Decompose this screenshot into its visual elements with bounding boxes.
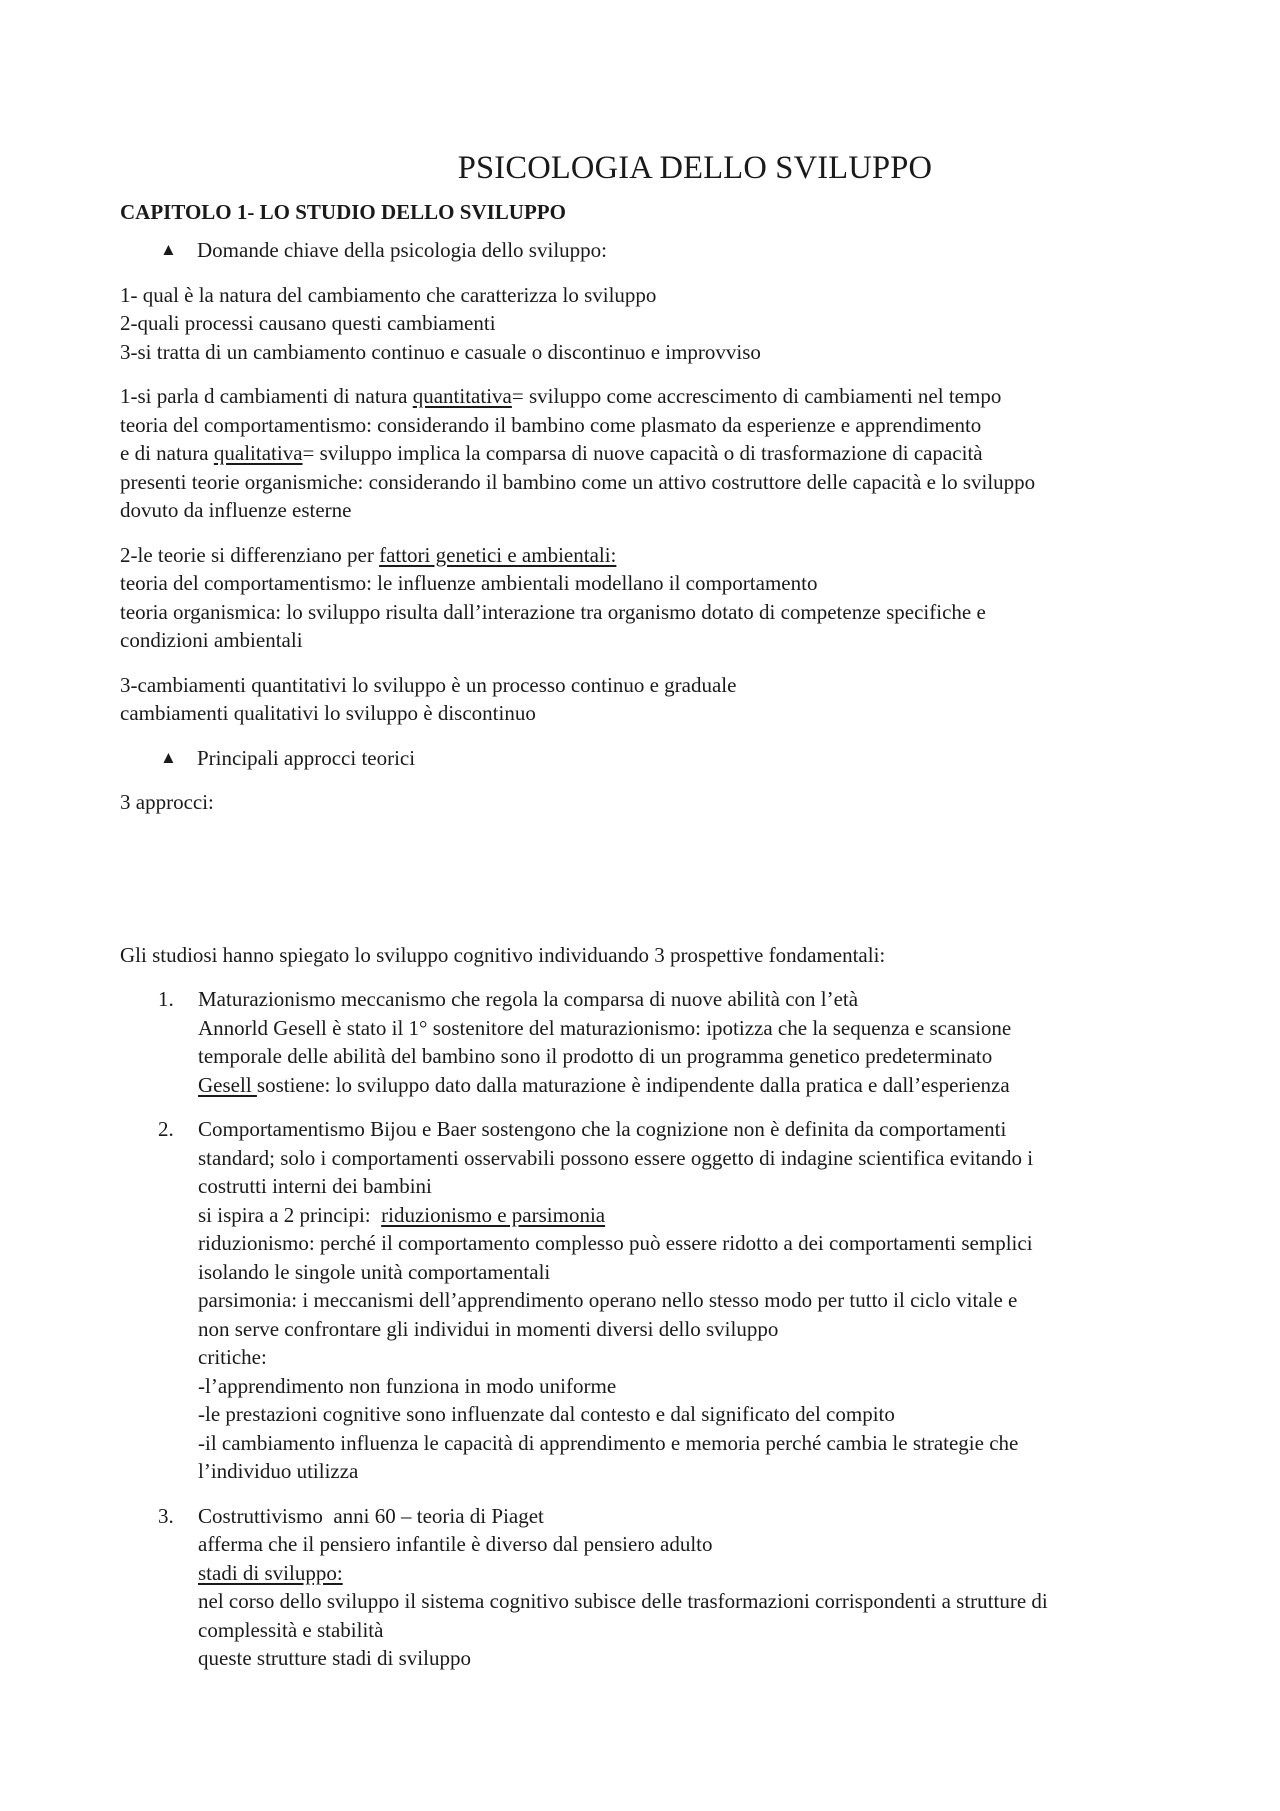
intro-paragraph: Gli studiosi hanno spiegato lo sviluppo cognitivo individuando 3 prospettive fondamentali:: [120, 942, 886, 967]
text-line: queste strutture stadi di sviluppo: [198, 1646, 471, 1670]
bullet-approaches: [120, 744, 1170, 773]
text-line: teoria del comportamentismo: considerando il bambino come plasmato da esperienze e apprendimento: [120, 412, 982, 437]
text-line: Comportamentismo Bijou e Baer sostengono che la cognizione non è definita da comportamenti: [198, 1117, 1007, 1141]
question-line: 2-quali processi causano questi cambiamenti: [120, 311, 496, 335]
text-line: Annorld Gesell è stato il 1° sostenitore del maturazionismo: ipotizza che la sequenza e scansione: [198, 1015, 1012, 1040]
list-item: [120, 985, 1170, 1099]
question-line: 3-si tratta di un cambiamento continuo e casuale o discontinuo e improvviso: [120, 339, 761, 364]
text-span: 1-si parla d cambiamenti di natura: [120, 384, 413, 408]
text-line: afferma che il pensiero infantile è diverso dal pensiero adulto: [198, 1532, 713, 1556]
text-line: -le prestazioni cognitive sono influenzate dal contesto e dal significato del compito: [198, 1402, 895, 1426]
text-line: condizioni ambientali: [120, 628, 303, 652]
text-line: complessità e stabilità: [198, 1617, 384, 1642]
chapter-heading: CAPITOLO 1- LO STUDIO DELLO SVILUPPO: [120, 200, 566, 224]
text-line: teoria del comportamentismo: le influenze ambientali modellano il comportamento: [120, 571, 818, 595]
list-item: [120, 1502, 1170, 1673]
list-item-body: [198, 985, 1170, 1099]
text-line: 3-cambiamenti quantitativi lo sviluppo è un processo continuo e graduale: [120, 672, 737, 697]
text-line: [120, 382, 1170, 411]
text-line: teoria organismica: lo sviluppo risulta dall’interazione tra organismo dotato di competenze specifiche e: [120, 599, 986, 624]
text-line: standard; solo i comportamenti osservabili possono essere oggetto di indagine scientifica evitando i: [198, 1145, 1034, 1170]
list-number-text: 2.: [158, 1117, 174, 1141]
text-line: [198, 1559, 1170, 1588]
list-number: [120, 1502, 198, 1673]
question-line: 1- qual è la natura del cambiamento che caratterizza lo sviluppo: [120, 282, 657, 307]
text-span: = sviluppo come accrescimento di cambiamenti nel tempo: [511, 384, 1002, 408]
text-line: non serve confrontare gli individui in momenti diversi dello sviluppo: [198, 1316, 779, 1341]
list-item-body: [198, 1502, 1170, 1673]
text-line: nel corso dello sviluppo il sistema cognitivo subisce delle trasformazioni corrispondenti a strutture di: [198, 1589, 1048, 1613]
text-line: critiche:: [198, 1345, 267, 1369]
text-line: cambiamenti qualitativi lo sviluppo è discontinuo: [120, 701, 536, 725]
text-line: presenti teorie organismiche: considerando il bambino come un attivo costruttore delle capacità e lo sviluppo: [120, 469, 1036, 494]
text-line: dovuto da influenze esterne: [120, 498, 352, 522]
paragraph-3: [120, 671, 1170, 728]
text-line: riduzionismo: perché il comportamento complesso può essere ridotto a dei comportamenti semplici: [198, 1231, 1033, 1255]
text-line: isolando le singole unità comportamentali: [198, 1259, 551, 1284]
underlined-term: stadi di sviluppo:: [198, 1560, 343, 1585]
approaches-label: 3 approcci:: [120, 790, 214, 814]
triangle-bullet-icon: ▲: [160, 747, 177, 767]
numbered-list: [120, 985, 1170, 1673]
list-number: [120, 1115, 198, 1486]
text-line: Maturazionismo meccanismo che regola la comparsa di nuove abilità con l’età: [198, 987, 859, 1011]
underlined-term: fattori genetici e ambientali:: [379, 542, 617, 567]
paragraph-2: [120, 541, 1170, 655]
underlined-term: Gesell: [198, 1072, 257, 1097]
list-number-text: 3.: [158, 1503, 174, 1528]
bullet-text: Principali approcci teorici: [197, 745, 416, 770]
text-line: l’individuo utilizza: [198, 1459, 359, 1483]
text-span: si ispira a 2 principi:: [198, 1202, 382, 1227]
bullet-text: Domande chiave della psicologia dello sviluppo:: [197, 238, 607, 262]
text-line: [120, 541, 1170, 570]
text-span: 2-le teorie si differenziano per: [120, 542, 380, 567]
underlined-term: quantitativa: [412, 384, 512, 408]
text-span: e di natura: [120, 441, 214, 465]
text-line: [120, 439, 1170, 468]
text-line: Costruttivismo anni 60 – teoria di Piaget: [198, 1503, 544, 1528]
text-line: costrutti interni dei bambini: [198, 1174, 432, 1198]
text-span: = sviluppo implica la comparsa di nuove capacità o di trasformazione di capacità: [302, 441, 983, 465]
bullet-key-questions: [120, 236, 1170, 265]
list-item: [120, 1115, 1170, 1486]
blank-space: [120, 833, 1170, 941]
questions-paragraph: [120, 281, 1170, 367]
text-span: sostiene: lo sviluppo dato dalla maturazione è indipendente dalla pratica e dall’esperienza: [256, 1072, 1010, 1097]
page-title: PSICOLOGIA DELLO SVILUPPO: [457, 150, 933, 186]
text-line: [198, 1071, 1170, 1100]
list-number-text: 1.: [158, 987, 174, 1011]
document-content: [120, 148, 1170, 1689]
text-line: -il cambiamento influenza le capacità di apprendimento e memoria perché cambia le strategie che: [198, 1430, 1019, 1455]
text-line: temporale delle abilità del bambino sono il prodotto di un programma genetico predeterminato: [198, 1044, 993, 1068]
underlined-term: qualitativa: [213, 441, 303, 465]
list-number: [120, 985, 198, 1099]
paragraph-1: [120, 382, 1170, 525]
text-line: parsimonia: i meccanismi dell’apprendimento operano nello stesso modo per tutto il ciclo vitale e: [198, 1288, 1018, 1312]
text-line: [198, 1201, 1170, 1230]
list-item-body: [198, 1115, 1170, 1486]
text-line: -l’apprendimento non funziona in modo uniforme: [198, 1373, 617, 1398]
triangle-bullet-icon: ▲: [160, 240, 177, 259]
underlined-term: riduzionismo e parsimonia: [381, 1202, 606, 1227]
